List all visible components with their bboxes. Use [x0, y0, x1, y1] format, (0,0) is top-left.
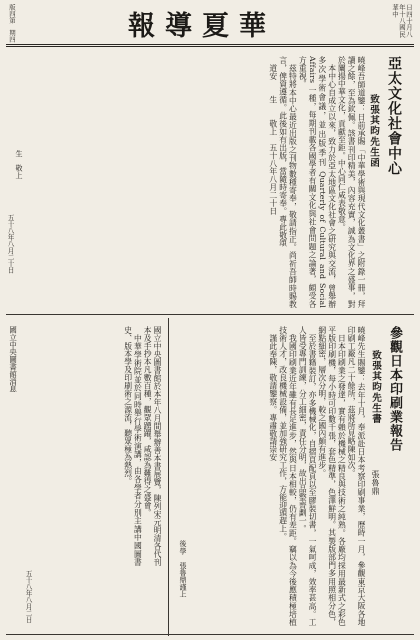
section-divider — [6, 314, 414, 315]
article2-paragraph: 我國印刷業近年雖有長足進步，然與日本相較，仍有差距。竊以為今後應積極培植技術人才，改良機械設備，並加強研究工作，方能迎頭趕上。 — [278, 326, 298, 626]
article2-paragraph: 曉峰先生賜鑒：去年十月，奉派赴日本考察印刷事業，歷時一月，參觀東京大阪各地印刷工廠凡二十餘所，茲將所見略陳如次。 — [347, 326, 366, 626]
page-number: 版四第 期四 — [8, 4, 16, 43]
article1-body — [26, 56, 366, 308]
masthead-rule-double — [6, 46, 414, 47]
article1-date: 五十八年八月二十日 — [6, 214, 14, 274]
masthead-rule — [6, 44, 414, 45]
article2-paragraph: 至於書籍裝訂，亦多機械化，自摺頁配頁以至膠裝切書，一氣呵成，效率甚高。工人皆受專門訓練，分工細密，責任分明，故出品整齊劃一。 — [298, 326, 318, 626]
article2-heading: 參觀日本印刷業報告 — [387, 326, 402, 452]
article1-paragraph: 曉峰吾師道鑒：日前承賜「中華學術與現代文化叢書」之附錄一冊，拜讀之餘，至為欽佩。該書刊印精美，內容充實，誠為文化界之盛事，對於闡揚中華文化，貢獻至鉅。中心同仁咸表敬意。 — [337, 56, 366, 308]
article2-subheading: 致張其昀先生書 — [370, 350, 381, 425]
article2-paragraph: 日本印刷業之發達，實有賴於機械之精良與技術之純熟。各廠均採用最新式之彩色平版印刷機，每小時可印數千張，套色精準，色澤鮮明。其製版部門多用照相分色，網點細密，層次分明，較之國內頗有進步。 — [317, 326, 347, 626]
article2-date: 五十八年八月二日 — [24, 570, 32, 623]
article3-body — [22, 326, 162, 566]
newspaper-title-text: 報導夏華 — [128, 11, 276, 42]
bottom-rule — [6, 634, 414, 635]
article1-paragraph: 本中心自成立以來，致力於亞太地區文化社會之研究與交流，曾舉辦多次學術會議，並出版季刊 Quarterly of Cultural and Social Affairs 一種，每期刊載各國學者有關文化與社會問題之論著，頗受各方重視。 — [298, 56, 337, 308]
article3-paragraph: 中華學術院並於同時舉行學術演講，由各學者分別主講中國圖書史、版本學及印刷術之源流，聽眾極為熱烈。 — [123, 326, 143, 566]
newspaper-title — [128, 4, 298, 43]
article1-paragraph: 道安 生 敬上 五十八年八月二十日 — [268, 63, 278, 215]
article2-author: 張魯鼎 — [371, 470, 380, 496]
article3-paragraph: 國立中央圖書館於本年八月間舉辦善本書展覽，陳列宋元明清各代刊本及手抄本凡數百種，觀眾踴躍，咸認為難得之盛會。 — [143, 326, 162, 566]
article1-signature: 生 敬上 — [15, 150, 23, 179]
article1-subheading: 致張其昀先生函 — [368, 94, 379, 169]
article1-heading: 亞太文化社會中心 — [386, 56, 402, 176]
column-divider — [168, 318, 169, 636]
article1-paragraph: 茲特將本中心最近出版之刊物數種寄奉，敬請指正。尚祈吾師時賜教言，俾資遵循。此後如有出版，當隨時寄奉。專此敬頌 — [278, 56, 298, 308]
article2-paragraph: 謹此奉陳，敬請鑒察。專肅敬請崇安 — [268, 333, 278, 461]
masthead — [0, 0, 420, 44]
article3-side-note: 國立中央圖書館消息 — [8, 326, 18, 393]
article2-signature: 後學 張魯鼎謹上 — [179, 540, 187, 598]
article2-body — [174, 326, 366, 626]
issue-date: 日四十月八年十八國民華中 — [391, 4, 413, 38]
